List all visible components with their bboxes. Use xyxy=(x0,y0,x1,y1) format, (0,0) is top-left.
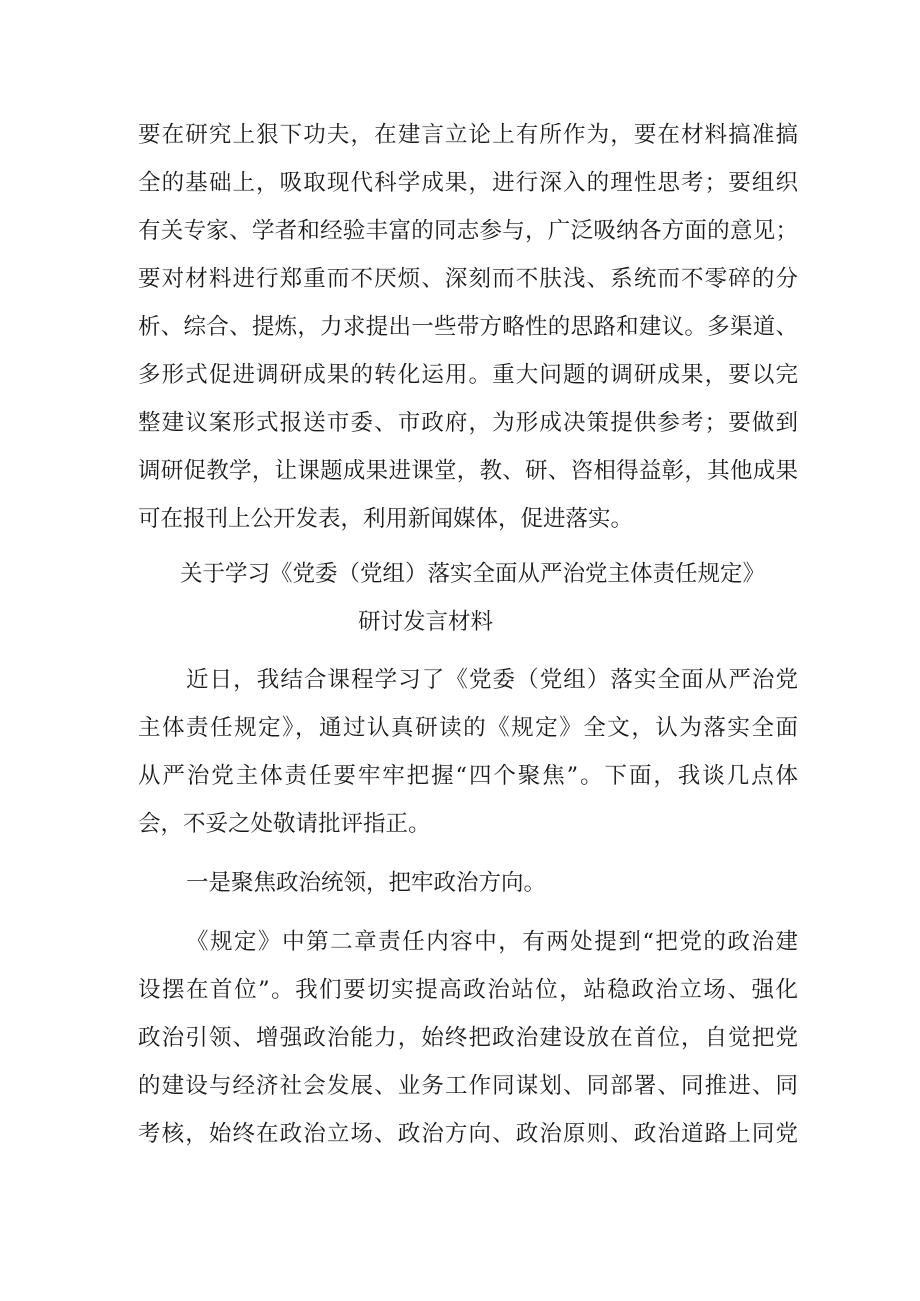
text-line: 析、综合、提炼，力求提出一些带方略性的思路和建议。多渠道、 xyxy=(138,314,798,340)
text-line: 全的基础上，吸取现代科学成果，进行深入的理性思考；要组织 xyxy=(138,170,798,196)
text-line: 考核，始终在政治立场、政治方向、政治原则、政治道路上同党 xyxy=(138,1121,798,1147)
text-line: 的建设与经济社会发展、业务工作同谋划、同部署、同推进、同 xyxy=(138,1073,798,1099)
text-line: 要在研究上狠下功夫，在建言立论上有所作为，要在材料搞准搞 xyxy=(138,122,798,148)
text-line: 设摆在首位”。我们要切实提高政治站位，站稳政治立场、强化 xyxy=(138,977,798,1003)
text-line: 调研促教学，让课题成果进课堂，教、研、咨相得益彰，其他成果 xyxy=(138,458,798,484)
text-line: 近日，我结合课程学习了《党委（党组）落实全面从严治党 xyxy=(186,667,798,693)
text-line: 主体责任规定》，通过认真研读的《规定》全文，认为落实全面 xyxy=(138,715,798,741)
title-line-1: 关于学习《党委（党组）落实全面从严治党主体责任规定》 xyxy=(180,561,766,587)
text-line: 要对材料进行郑重而不厌烦、深刻而不肤浅、系统而不零碎的分 xyxy=(138,266,798,292)
text-line: 从严治党主体责任要牢牢把握“四个聚焦”。下面，我谈几点体 xyxy=(138,763,798,789)
title-line-2: 研讨发言材料 xyxy=(358,609,494,635)
text-line: 政治引领、增强政治能力，始终把政治建设放在首位，自觉把党 xyxy=(138,1025,798,1051)
text-line: 多形式促进调研成果的转化运用。重大问题的调研成果，要以完 xyxy=(138,362,798,388)
text-line: 《规定》中第二章责任内容中，有两处提到“把党的政治建 xyxy=(186,929,798,955)
text-line: 有关专家、学者和经验丰富的同志参与，广泛吸纳各方面的意见； xyxy=(138,218,798,244)
text-line: 整建议案形式报送市委、市政府，为形成决策提供参考；要做到 xyxy=(138,410,798,436)
text-line: 会，不妥之处敬请批评指正。 xyxy=(138,811,431,837)
text-line: 可在报刊上公开发表，利用新闻媒体，促进落实。 xyxy=(138,506,634,532)
section-heading: 一是聚焦政治统领，把牢政治方向。 xyxy=(186,870,547,896)
